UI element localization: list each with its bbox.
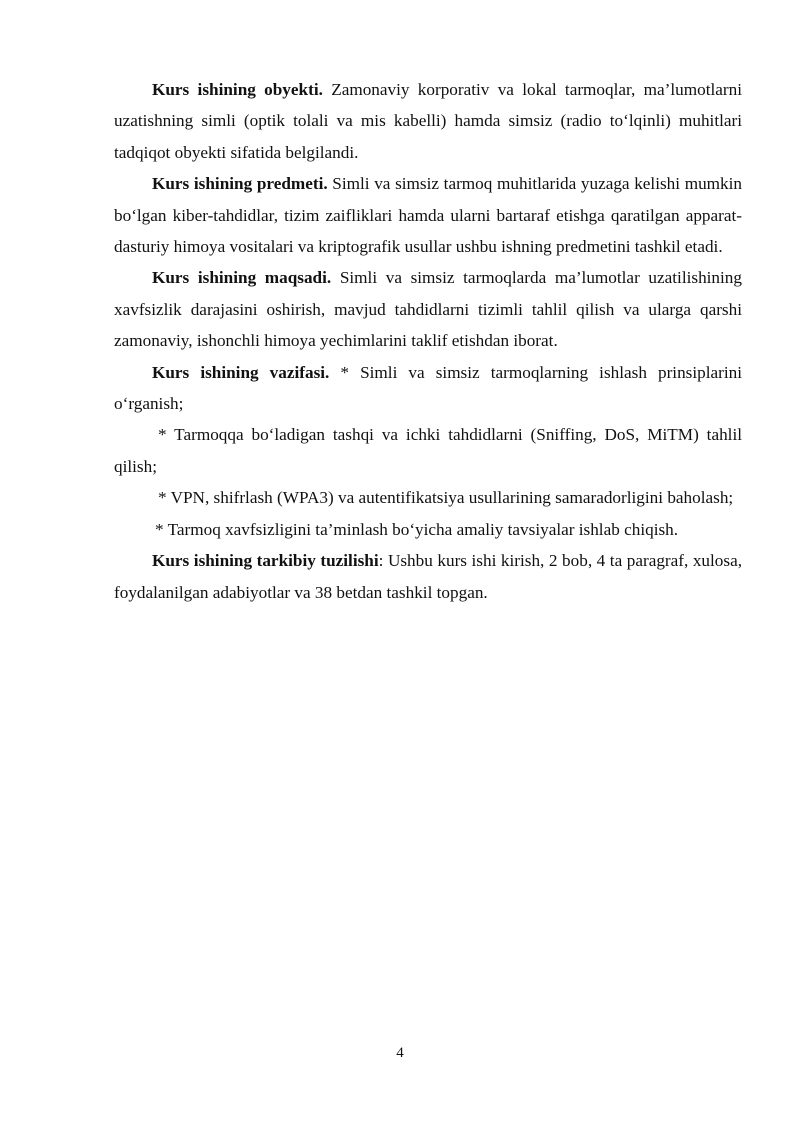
paragraph-predmet-text: Simli va simsiz tarmoq muhitlarida yuzaga kelishi mumkin bo‘lgan kiber-tahdidlar, tizim zaifliklari hamda ularni bartaraf etishga qaratilgan apparat-dasturiy himoya vositalari va kriptografik usullar ushbu ishning predmetini tashkil etadi.: [114, 174, 742, 257]
paragraph-maqsad-text: Simli va simsiz tarmoqlarda ma’lumotlar uzatilishining xavfsizlik darajasini oshirish, mavjud tahdidlarni tizimli tahlil qilish va ularga qarshi zamonaviy, ishonchli himoya yechimlarini taklif etishdan iborat.: [114, 268, 742, 351]
paragraph-tuzilish-text: : Ushbu kurs ishi kirish, 2 bob, 4 ta paragraf, xulosa, foydalanilgan adabiyotlar va 38 betdan tashkil topgan.: [114, 551, 743, 602]
paragraph-tuzilish-heading: Kurs ishining tarkibiy tuzilishi: [152, 551, 379, 571]
paragraph-obyekt-text: Zamonaviy korporativ va lokal tarmoqlar, ma’lumotlarni uzatishning simli (optik tolali va mis kabelli) hamda simsiz (radio to‘lqinli) muhitlari tadqiqot obyekti sifatida belgilandi.: [114, 80, 742, 162]
paragraph-vazifa: [114, 357, 742, 420]
paragraph-obyekt: [114, 74, 742, 168]
paragraph-tuzilish: [114, 545, 742, 608]
vazifa-list-item: * Tarmoq xavfsizligini ta’minlash bo‘yicha amaliy tavsiyalar ishlab chiqish.: [155, 519, 679, 539]
document-page-body: [114, 74, 742, 608]
vazifa-list-item: * Tarmoqqa bo‘ladigan tashqi va ichki tahdidlarni (Sniffing, DoS, MiTM) tahlil qilish;: [114, 425, 742, 476]
paragraph-vazifa-text: * Simli va simsiz tarmoqlarning ishlash prinsiplarini o‘rganish;: [114, 362, 743, 414]
paragraph-maqsad-heading: Kurs ishining maqsadi.: [152, 268, 332, 288]
paragraph-vazifa-heading: Kurs ishining vazifasi.: [152, 362, 330, 382]
paragraph-predmet: [114, 168, 742, 262]
vazifa-list-item: * VPN, shifrlash (WPA3) va autentifikatsiya usullarining samaradorligini baholash;: [158, 488, 734, 508]
paragraph-obyekt-heading: Kurs ishining obyekti.: [152, 80, 323, 99]
page-number: 4: [396, 1045, 404, 1061]
paragraph-predmet-heading: Kurs ishining predmeti.: [152, 174, 328, 194]
paragraph-maqsad: [114, 262, 742, 356]
